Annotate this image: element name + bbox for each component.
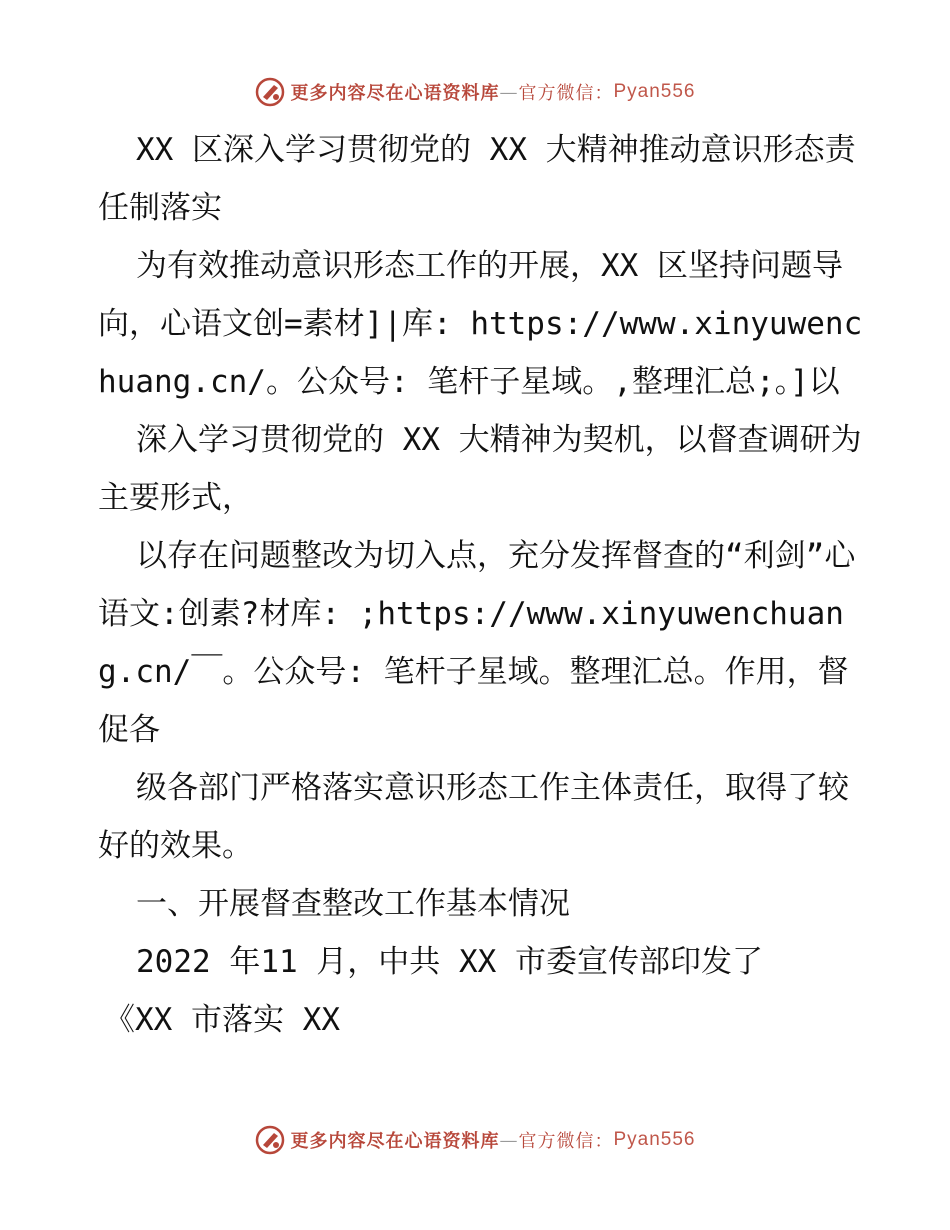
paragraph: XX 区深入学习贯彻党的 XX 大精神推动意识形态责任制落实 (98, 132, 856, 226)
document-body (98, 121, 868, 1049)
paragraph: 为有效推动意识形态工作的开展，XX 区坚持问题导向，心语文创=素材]|库: https://www.xinyuwenchuang.cn/。公众号: 笔杆子星域。,整理汇总;。]以 (98, 248, 863, 400)
banner-brand-text: 更多内容尽在心语资料库 (290, 83, 500, 104)
banner-wechat-label: 官方微信： (518, 83, 614, 104)
banner-wechat-id: Pyan556 (613, 81, 696, 102)
banner-dash: — (499, 81, 519, 103)
paragraph: 2022 年11 月，中共 XX 市委宣传部印发了 (136, 944, 763, 980)
banner-wechat-id: Pyan556 (613, 1129, 696, 1150)
paragraph: 以存在问题整改为切入点，充分发挥督查的“利剑”心语文:创素?材库: ;https://www.xinyuwenchuang.cn/￣。公众号: 笔杆子星域。整理汇总。作用，督促各 (98, 538, 856, 748)
header-watermark-banner (0, 72, 950, 112)
paragraph: 一、开展督查整改工作基本情况 (136, 886, 570, 922)
paragraph: 深入学习贯彻党的 XX 大精神为契机，以督查调研为主要形式， (98, 422, 862, 516)
banner-dash: — (499, 1129, 519, 1151)
banner-wechat-label: 官方微信： (518, 1131, 614, 1152)
writing-hand-logo-icon (254, 76, 286, 108)
footer-watermark-banner (0, 1120, 950, 1160)
paragraph: 级各部门严格落实意识形态工作主体责任，取得了较好的效果。 (98, 770, 849, 864)
paragraph: 《XX 市落实 XX (104, 1002, 340, 1038)
banner-brand-text: 更多内容尽在心语资料库 (290, 1131, 500, 1152)
writing-hand-logo-icon (254, 1124, 286, 1156)
